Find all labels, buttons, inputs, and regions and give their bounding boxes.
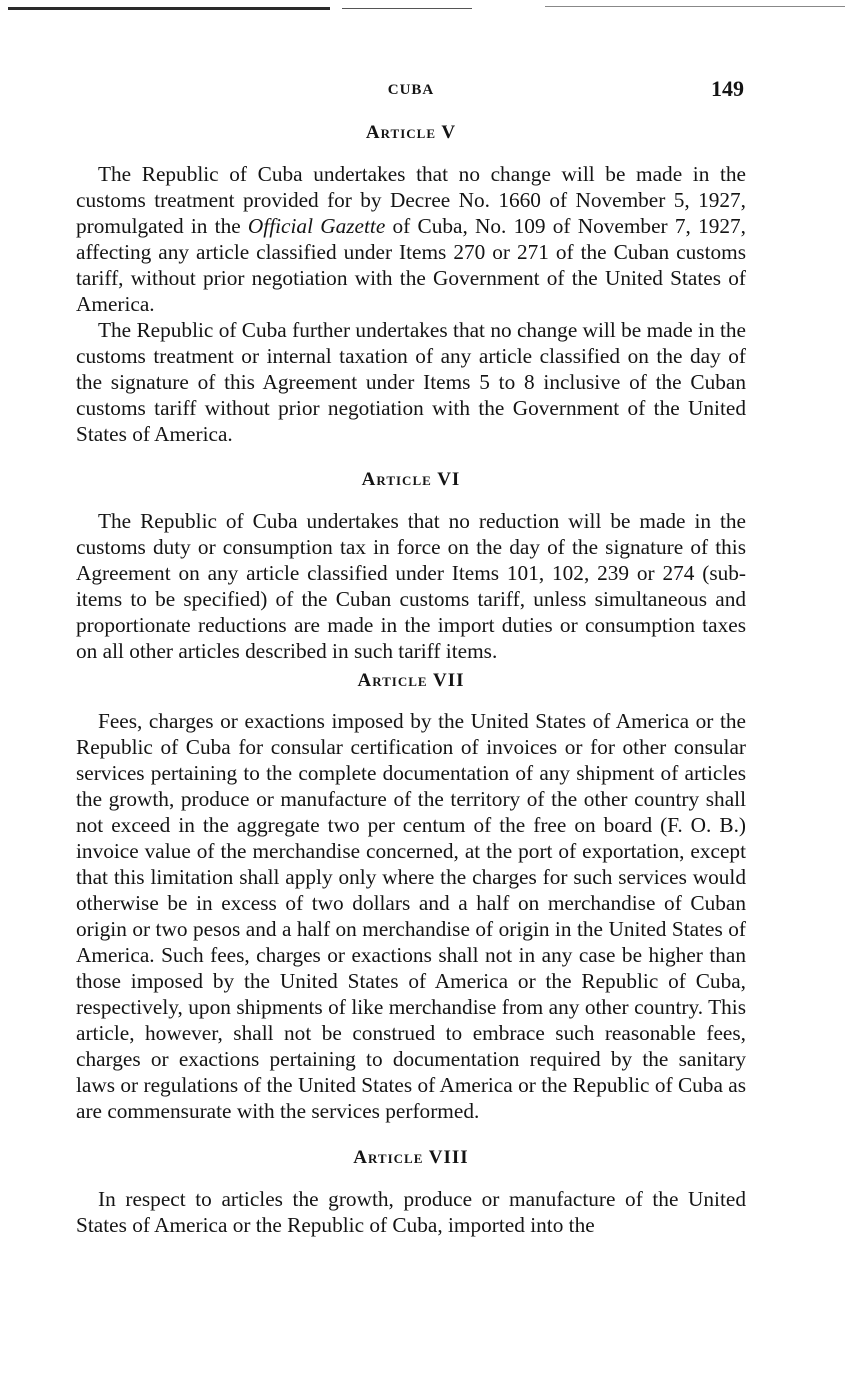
article-heading: Article V (365, 122, 457, 143)
article-paragraph: The Republic of Cuba undertakes that no change will be made in the customs treatment provided for by Decree No. 1660 of November 5, 1927, promulgated in the Official Gazette of Cuba, No. 109 of November 7, 1927, affecting any article classified under Items 270 or 271 of the Cuban customs tariff, without prior negotiation with the Government of the United States of America. (76, 162, 746, 316)
article-viii (76, 1145, 746, 1238)
article-heading: Article VI (361, 469, 461, 490)
page-header (76, 76, 746, 106)
article-heading: Article VII (357, 670, 465, 691)
top-rule-middle (342, 8, 472, 9)
article-vii (76, 668, 746, 1124)
gazette-title: Official Gazette (247, 214, 386, 238)
article-v (76, 120, 746, 447)
page-body (76, 120, 746, 1238)
running-title: CUBA (387, 82, 435, 98)
article-paragraph: The Republic of Cuba undertakes that no reduction will be made in the customs duty or consumption tax in force on the day of the signature of this Agreement on any article classified under Items 101, 102, 239 or 274 (sub-items to be specified) of the Cuban customs tariff, unless simultaneous and proportionate reductions are made in the import duties or consumption taxes on all other articles described in such tariff items. (76, 509, 746, 663)
top-rule-right (545, 6, 845, 7)
article-heading: Article VIII (353, 1147, 469, 1168)
article-paragraph: Fees, charges or exactions imposed by the United States of America or the Republic of Cuba for consular certification of invoices or for other consular services pertaining to the complete documentation of any shipment of articles the growth, produce or manufacture of the territory of the other country shall not exceed in the aggregate two per centum of the free on board (F. O. B.) invoice value of the merchandise concerned, at the port of exportation, except that this limitation shall apply only where the charges for such services would otherwise be in excess of two dollars and a half on merchandise of Cuban origin or two pesos and a half on merchandise of origin in the United States of America. Such fees, charges or exactions shall not in any case be higher than those imposed by the United States of America or the Republic of Cuba, respectively, upon shipments of like merchandise from any other country. This article, however, shall not be construed to embrace such reasonable fees, charges or exactions pertaining to documentation required by the sanitary laws or regulations of the United States of America or the Republic of Cuba as are commensurate with the services performed. (76, 709, 746, 1123)
page-number: 149 (711, 76, 744, 101)
article-vi (76, 467, 746, 664)
article-paragraph: The Republic of Cuba further undertakes that no change will be made in the customs treatment or internal taxation of any article classified on the day of the signature of this Agreement under Items 5 to 8 inclusive of the Cuban customs tariff without prior negotiation with the Government of the United States of America. (76, 318, 746, 446)
article-paragraph: In respect to articles the growth, produce or manufacture of the United States of America or the Republic of Cuba, imported into the (76, 1187, 746, 1237)
top-rule-left (8, 7, 330, 10)
